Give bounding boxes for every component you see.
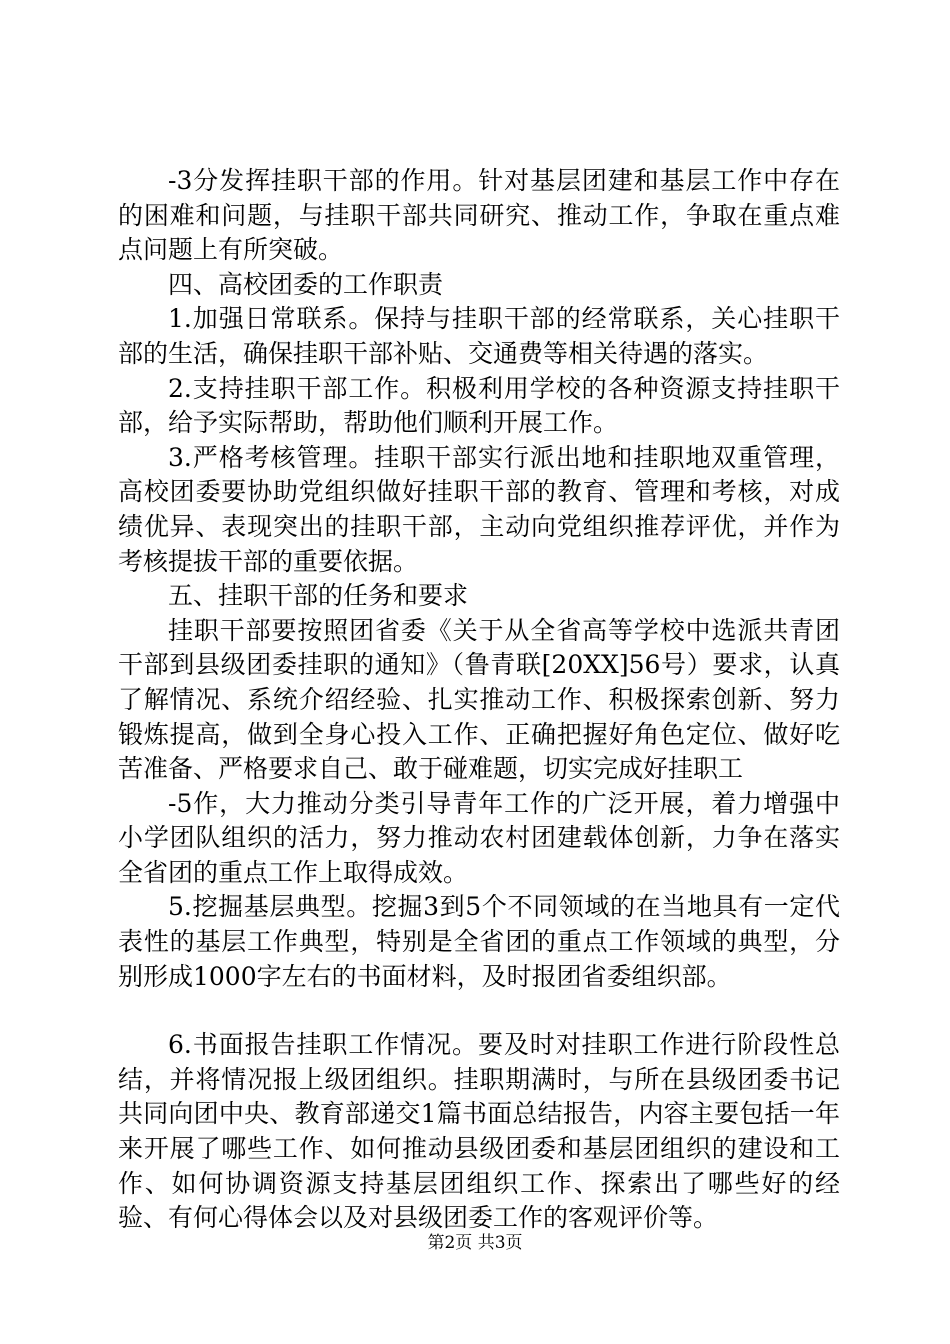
- section-heading-4: 四、高校团委的工作职责: [168, 269, 444, 299]
- paragraph-item-6: 6.书面报告挂职工作情况。要及时对挂职工作进行阶段性总结，并将情况报上级团组织。挂职期满时，与所在县级团委书记共同向团中央、教育部递交1篇书面总结报告，内容主要包括一年来开展了哪些工作、如何推动县级团委和基层团组织的建设和工作、如何协调资源支持基层团组织工作、探索出了哪些好的经验、有何心得体会以及对县级团委工作的客观评价等。: [118, 1030, 840, 1233]
- paragraph-requirements: 挂职干部要按照团省委《关于从全省高等学校中选派共青团干部到县级团委挂职的通知》（鲁青联[20XX]56号）要求，认真了解情况、系统介绍经验、扎实推动工作、积极探索创新、努力锻炼提高，做到全身心投入工作、正确把握好角色定位、做好吃苦准备、严格要求自己、敢于碰难题，切实完成好挂职工: [118, 615, 840, 784]
- section-heading-5: 五、挂职干部的任务和要求: [168, 581, 469, 611]
- paragraph-continued-5: -5作，大力推动分类引导青年工作的广泛开展，着力增强中小学团队组织的活力，努力推动农村团建载体创新，力争在落实全省团的重点工作上取得成效。: [118, 788, 840, 887]
- paragraph-item-1: 1.加强日常联系。保持与挂职干部的经常联系，关心挂职干部的生活，确保挂职干部补贴、交通费等相关待遇的落实。: [118, 304, 840, 368]
- paragraph-item-5: 5.挖掘基层典型。挖掘3到5个不同领域的在当地具有一定代表性的基层工作典型，特别是全省团的重点工作领域的典型，分别形成1000字左右的书面材料，及时报团省委组织部。: [118, 892, 840, 991]
- document-body: [118, 164, 840, 1236]
- paragraph-continued-3: -3分发挥挂职干部的作用。针对基层团建和基层工作中存在的困难和问题，与挂职干部共同研究、推动工作，争取在重点难点问题上有所突破。: [118, 166, 840, 265]
- page-footer: 第2页 共3页: [427, 1233, 523, 1253]
- paragraph-item-3: 3.严格考核管理。挂职干部实行派出地和挂职地双重管理，高校团委要协助党组织做好挂职干部的教育、管理和考核，对成绩优异、表现突出的挂职干部，主动向党组织推荐评优，并作为考核提拔干部的重要依据。: [118, 442, 840, 576]
- paragraph-item-2: 2.支持挂职干部工作。积极利用学校的各种资源支持挂职干部，给予实际帮助，帮助他们顺利开展工作。: [118, 373, 840, 438]
